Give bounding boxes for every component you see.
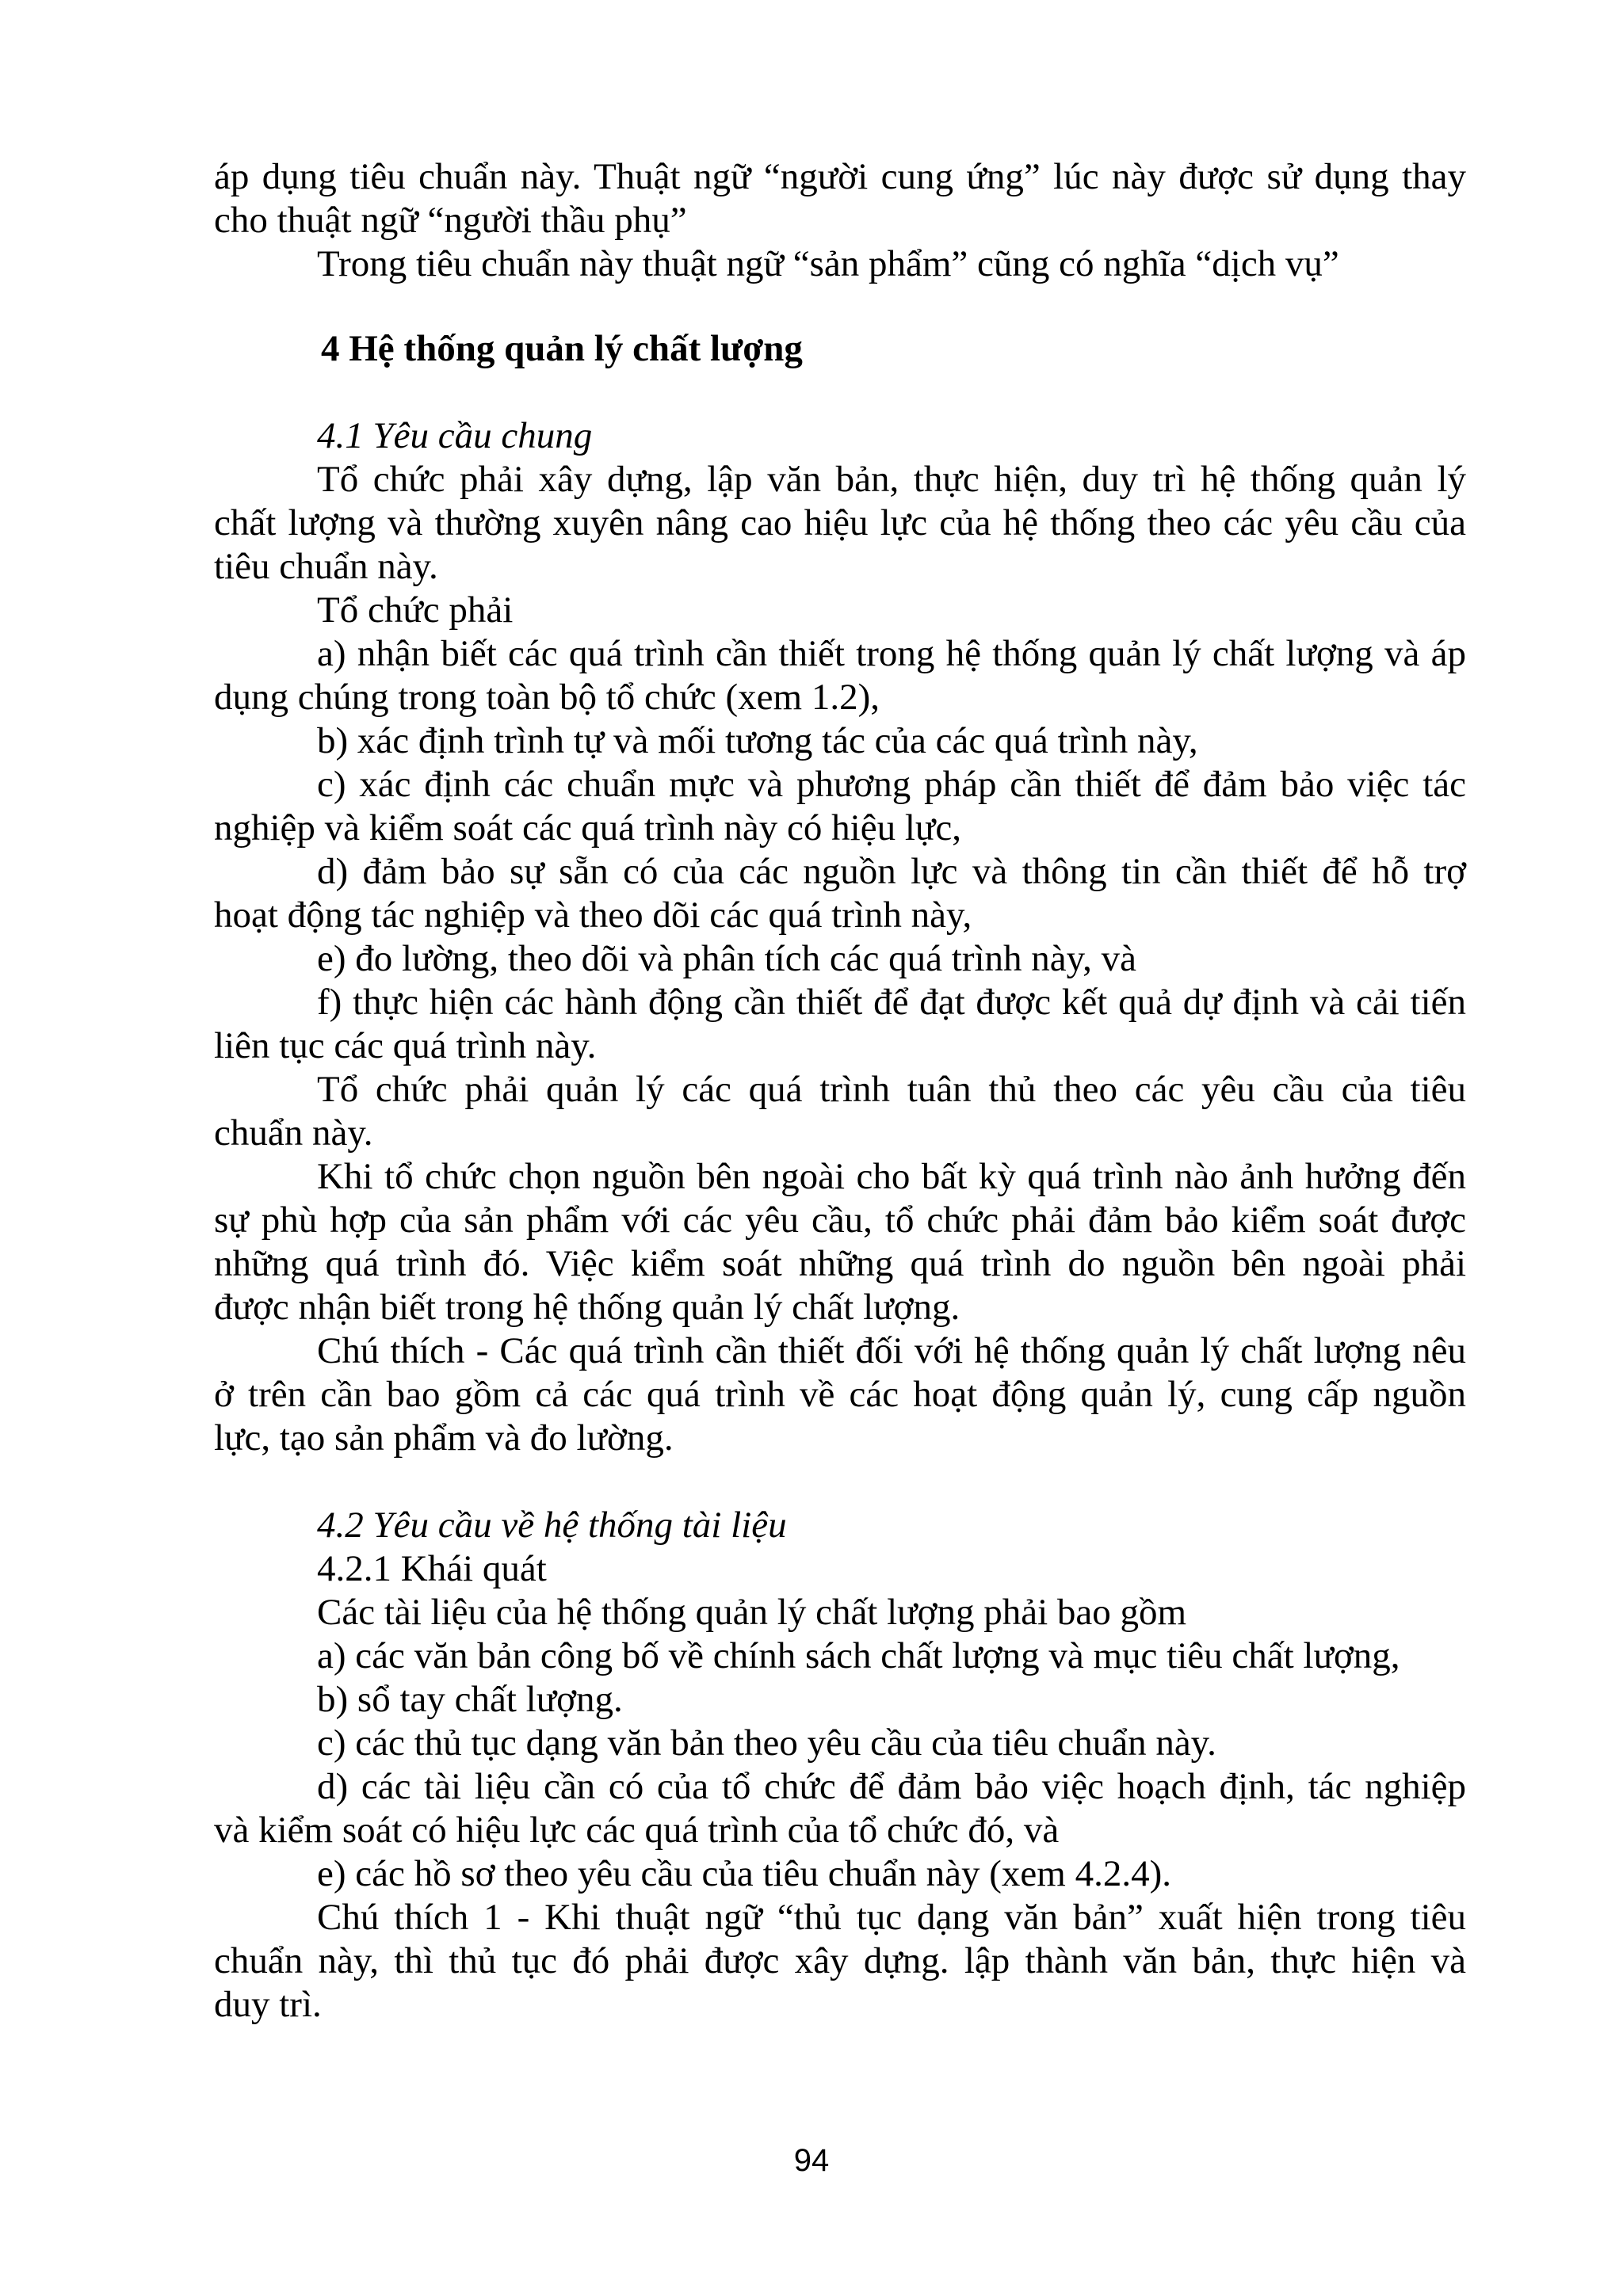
list-item-line: e) các hồ sơ theo yêu cầu của tiêu chuẩn này (xem 4.2.4). (317, 1853, 1171, 1894)
note-line: Chú thích 1 - Khi thuật ngữ “thủ tục dạng văn bản” xuất hiện trong tiêu (317, 1897, 1466, 1938)
paragraph-line: Tổ chức phải quản lý các quá trình tuân thủ theo các yêu cầu của tiêu (317, 1069, 1466, 1110)
subsection-title: 4.2 Yêu cầu về hệ thống tài liệu (317, 1505, 787, 1546)
paragraph-line: Trong tiêu chuẩn này thuật ngữ “sản phẩm” cũng có nghĩa “dịch vụ” (317, 243, 1339, 284)
paragraph-line: những quá trình đó. Việc kiểm soát những quá trình do nguồn bên ngoài phải (214, 1243, 1466, 1284)
paragraph-line: được nhận biết trong hệ thống quản lý chất lượng. (214, 1287, 960, 1328)
document-page (214, 155, 1466, 2027)
list-item-line: liên tục các quá trình này. (214, 1025, 597, 1066)
subsubsection-title: 4.2.1 Khái quát (317, 1548, 547, 1589)
subsection-title: 4.1 Yêu cầu chung (317, 415, 593, 456)
paragraph-line: Các tài liệu của hệ thống quản lý chất lượng phải bao gồm (317, 1592, 1187, 1633)
paragraph-line: Tổ chức phải xây dựng, lập văn bản, thực hiện, duy trì hệ thống quản lý (317, 459, 1466, 500)
note-line: duy trì. (214, 1984, 322, 2025)
paragraph-line: Khi tổ chức chọn nguồn bên ngoài cho bất kỳ quá trình nào ảnh hưởng đến (317, 1156, 1466, 1197)
note-line: lực, tạo sản phẩm và đo lường. (214, 1417, 674, 1459)
list-item-line: f) thực hiện các hành động cần thiết để đạt được kết quả dự định và cải tiến (317, 982, 1466, 1023)
paragraph-line: áp dụng tiêu chuẩn này. Thuật ngữ “người cung ứng” lúc này được sử dụng thay (214, 156, 1466, 197)
paragraph-line: Tổ chức phải (317, 589, 514, 631)
list-item-line: c) xác định các chuẩn mực và phương pháp cần thiết để đảm bảo việc tác (317, 764, 1466, 805)
paragraph-line: tiêu chuẩn này. (214, 546, 438, 587)
list-item-line: nghiệp và kiểm soát các quá trình này có hiệu lực, (214, 807, 961, 849)
page-number: 94 (793, 2143, 830, 2178)
list-item-line: d) đảm bảo sự sẵn có của các nguồn lực và thông tin cần thiết để hỗ trợ (317, 851, 1466, 892)
list-item-line: hoạt động tác nghiệp và theo dõi các quá trình này, (214, 894, 972, 936)
list-item-line: a) nhận biết các quá trình cần thiết trong hệ thống quản lý chất lượng và áp (317, 633, 1466, 674)
section-heading: 4 Hệ thống quản lý chất lượng (321, 328, 803, 369)
paragraph-line: sự phù hợp của sản phẩm với các yêu cầu, tổ chức phải đảm bảo kiểm soát được (214, 1199, 1466, 1241)
note-line: Chú thích - Các quá trình cần thiết đối với hệ thống quản lý chất lượng nêu (317, 1330, 1466, 1371)
list-item-line: b) sổ tay chất lượng. (317, 1679, 623, 1720)
list-item-line: c) các thủ tục dạng văn bản theo yêu cầu của tiêu chuẩn này. (317, 1722, 1216, 1764)
paragraph-line: chuẩn này. (214, 1112, 373, 1154)
list-item-line: và kiểm soát có hiệu lực các quá trình của tổ chức đó, và (214, 1810, 1060, 1851)
list-item-line: dụng chúng trong toàn bộ tổ chức (xem 1.2), (214, 677, 880, 718)
list-item-line: a) các văn bản công bố về chính sách chất lượng và mục tiêu chất lượng, (317, 1635, 1400, 1676)
paragraph-line: chất lượng và thường xuyên nâng cao hiệu lực của hệ thống theo các yêu cầu của (214, 502, 1466, 543)
note-line: chuẩn này, thì thủ tục đó phải được xây dựng. lập thành văn bản, thực hiện và (214, 1940, 1466, 1981)
list-item-line: d) các tài liệu cần có của tổ chức để đảm bảo việc hoạch định, tác nghiệp (317, 1766, 1466, 1807)
note-line: ở trên cần bao gồm cả các quá trình về các hoạt động quản lý, cung cấp nguồn (214, 1374, 1466, 1415)
list-item-line: e) đo lường, theo dõi và phân tích các quá trình này, và (317, 938, 1136, 979)
paragraph-line: cho thuật ngữ “người thầu phụ” (214, 200, 687, 241)
list-item-line: b) xác định trình tự và mối tương tác của các quá trình này, (317, 720, 1198, 761)
